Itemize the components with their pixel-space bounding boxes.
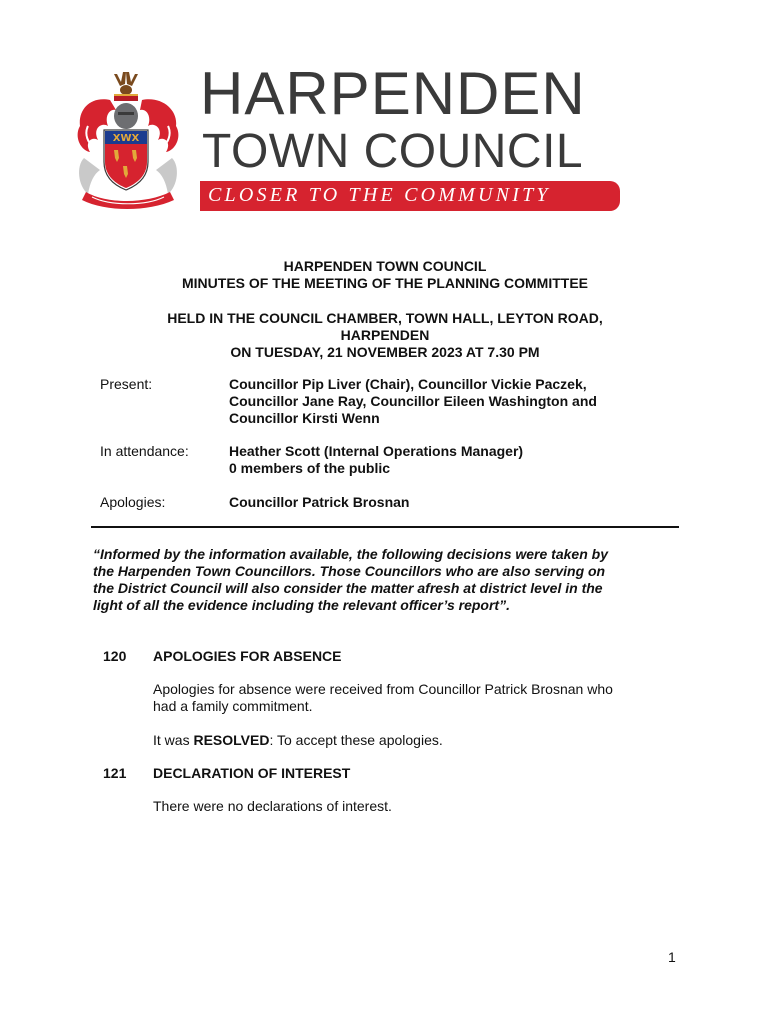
decision-statement (93, 546, 678, 614)
title-line-2: MINUTES OF THE MEETING OF THE PLANNING COMMITTEE (182, 275, 588, 291)
apologies-line: Councillor Patrick Brosnan (229, 494, 410, 510)
present-value (229, 376, 669, 427)
in-attendance-label: In attendance: (100, 443, 189, 459)
item-number: 121 (103, 765, 127, 781)
title-line-1: HARPENDEN TOWN COUNCIL (283, 258, 487, 274)
page-number: 1 (668, 949, 676, 965)
minutes-title (0, 258, 770, 361)
svg-text:XWX: XWX (112, 133, 140, 144)
item-paragraph (153, 798, 693, 815)
apologies-label: Apologies: (100, 494, 166, 510)
statement-line: the District Council will also consider the matter afresh at district level in the (93, 580, 603, 596)
item-number: 120 (103, 648, 127, 664)
resolution-paragraph (153, 732, 693, 749)
title-line-5: ON TUESDAY, 21 NOVEMBER 2023 AT 7.30 PM (230, 344, 540, 360)
item-heading: APOLOGIES FOR ABSENCE (153, 648, 342, 664)
present-label: Present: (100, 376, 153, 392)
paragraph-line: Apologies for absence were received from Councillor Patrick Brosnan who (153, 681, 613, 697)
in-attendance-line: 0 members of the public (229, 460, 391, 476)
paragraph-line: There were no declarations of interest. (153, 798, 392, 814)
resolved-prefix: It was (153, 732, 194, 748)
present-line: Councillor Kirsti Wenn (229, 410, 380, 426)
item-heading: DECLARATION OF INTEREST (153, 765, 351, 781)
statement-line: the Harpenden Town Councillors. Those Councillors who are also serving on (93, 563, 606, 579)
present-line: Councillor Jane Ray, Councillor Eileen Washington and (229, 393, 597, 409)
item-paragraph (153, 681, 693, 715)
title-line-3: HELD IN THE COUNCIL CHAMBER, TOWN HALL, LEYTON ROAD, (167, 310, 603, 326)
council-crest-icon (70, 66, 188, 216)
wordmark-line-1: HARPENDEN (200, 60, 586, 127)
tagline-text: CLOSER TO THE COMMUNITY (208, 184, 551, 206)
wordmark-line-2: TOWN COUNCIL (202, 125, 584, 178)
statement-line: light of all the evidence including the relevant officer’s report”. (93, 597, 510, 613)
statement-line: “Informed by the information available, the following decisions were taken by (93, 546, 608, 562)
in-attendance-line: Heather Scott (Internal Operations Manager) (229, 443, 524, 459)
tagline-banner (200, 181, 620, 211)
in-attendance-value (229, 443, 669, 477)
paragraph-line: had a family commitment. (153, 698, 313, 714)
title-line-4: HARPENDEN (340, 327, 430, 343)
resolved-keyword: RESOLVED (193, 732, 270, 748)
present-line: Councillor Pip Liver (Chair), Councillor Vickie Paczek, (229, 376, 587, 392)
section-divider (91, 526, 679, 528)
apologies-value (229, 494, 669, 511)
resolved-suffix: : To accept these apologies. (269, 732, 443, 748)
